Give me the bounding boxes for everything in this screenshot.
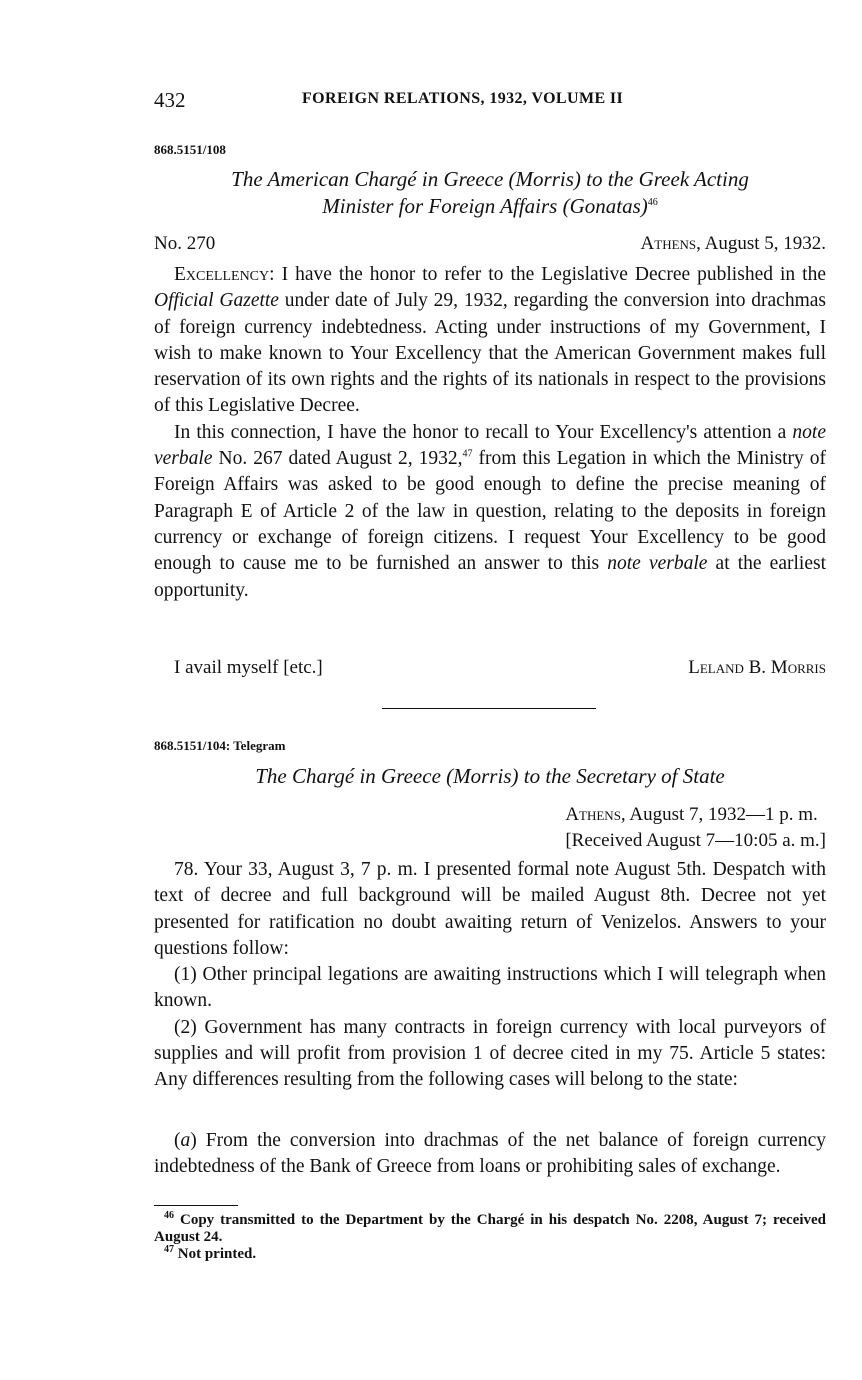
footnotes	[154, 1212, 826, 1263]
dateline-2	[565, 802, 826, 854]
file-reference-2: 868.5151/104: Telegram	[154, 738, 286, 753]
title-line-2: Minister for Foreign Affairs (Gonatas)$^{46}$	[322, 194, 658, 218]
letter-body	[154, 262, 826, 604]
document-title-2: The Chargé in Greece (Morris) to the Secretary of State	[255, 764, 725, 788]
footnote-rule	[154, 1205, 238, 1206]
footnote-ref-47: 47	[462, 448, 473, 460]
closing: I avail myself [etc.]	[174, 657, 323, 678]
file-reference-1: 868.5151/108	[154, 142, 226, 157]
telegram-body	[154, 857, 826, 1094]
running-title: FOREIGN RELATIONS, 1932, VOLUME II	[302, 90, 624, 107]
title-line-1: The American Chargé in Greece (Morris) to the Greek Acting	[231, 167, 749, 191]
telegram-item-a	[154, 1128, 826, 1181]
section-divider	[382, 708, 596, 709]
despatch-number: No. 270	[154, 233, 216, 254]
paragraph: In this connection, I have the honor to recall to Your Excellency's attention a note verbale No. 267 dated August 2, 1932,47 from this Legation in which the Ministry of Foreign Affairs was asked to be good enough to define the precise meaning of Paragraph E of Article 2 of the law in question, relating to the deposits in foreign currency or exchange of foreign citizens. I request Your Excellency to be good enough to cause me to be furnished an answer to this note verbale at the earliest opportunity.	[154, 421, 826, 601]
received-line: [Received August 7—10:05 a. m.]	[565, 830, 826, 851]
paragraph: (a) From the conversion into drachmas of the net balance of foreign currency indebtedness of the Bank of Greece from loans or prohibiting sales of exchange.	[154, 1130, 826, 1178]
paragraph: (2) Government has many contracts in foreign currency with local purveyors of supplies and will profit from provision 1 of decree cited in my 75. Article 5 states: Any differences resulting from the following cases will belong to the state:	[154, 1016, 826, 1091]
place-date-1: Athens, August 5, 1932.	[640, 233, 826, 254]
paragraph: Excellency: I have the honor to refer to the Legislative Decree published in the Official Gazette under date of July 29, 1932, regarding the conversion into drachmas of foreign currency indebtedness. Acting under instructions of my Government, I wish to make known to Your Excellency that the American Government makes full reservation of its own rights and the rights of its nationals in respect to the provisions of this Legislative Decree.	[154, 264, 826, 417]
page-number: 432	[154, 88, 186, 112]
paragraph: (1) Other principal legations are awaiting instructions which I will telegraph when known.	[154, 964, 826, 1012]
footnote-ref-46: 46	[647, 197, 658, 208]
place-date-2: Athens, August 7, 1932—1 p. m.	[565, 804, 818, 825]
document-title-1	[154, 166, 826, 220]
paragraph: 78. Your 33, August 3, 7 p. m. I presented formal note August 5th. Despatch with text of decree and full background will be mailed August 8th. Decree not yet presented for ratification no doubt awaiting return of Venizelos. Answers to your questions follow:	[154, 859, 826, 959]
signature: Leland B. Morris	[688, 657, 826, 678]
footnote-46: $^{46}$ Copy transmitted to the Department by the Chargé in his despatch No. 2208, August 7; received August 24.	[154, 1210, 826, 1245]
footnote-47: $^{47}$ Not printed.	[164, 1244, 257, 1262]
running-head	[154, 88, 826, 118]
